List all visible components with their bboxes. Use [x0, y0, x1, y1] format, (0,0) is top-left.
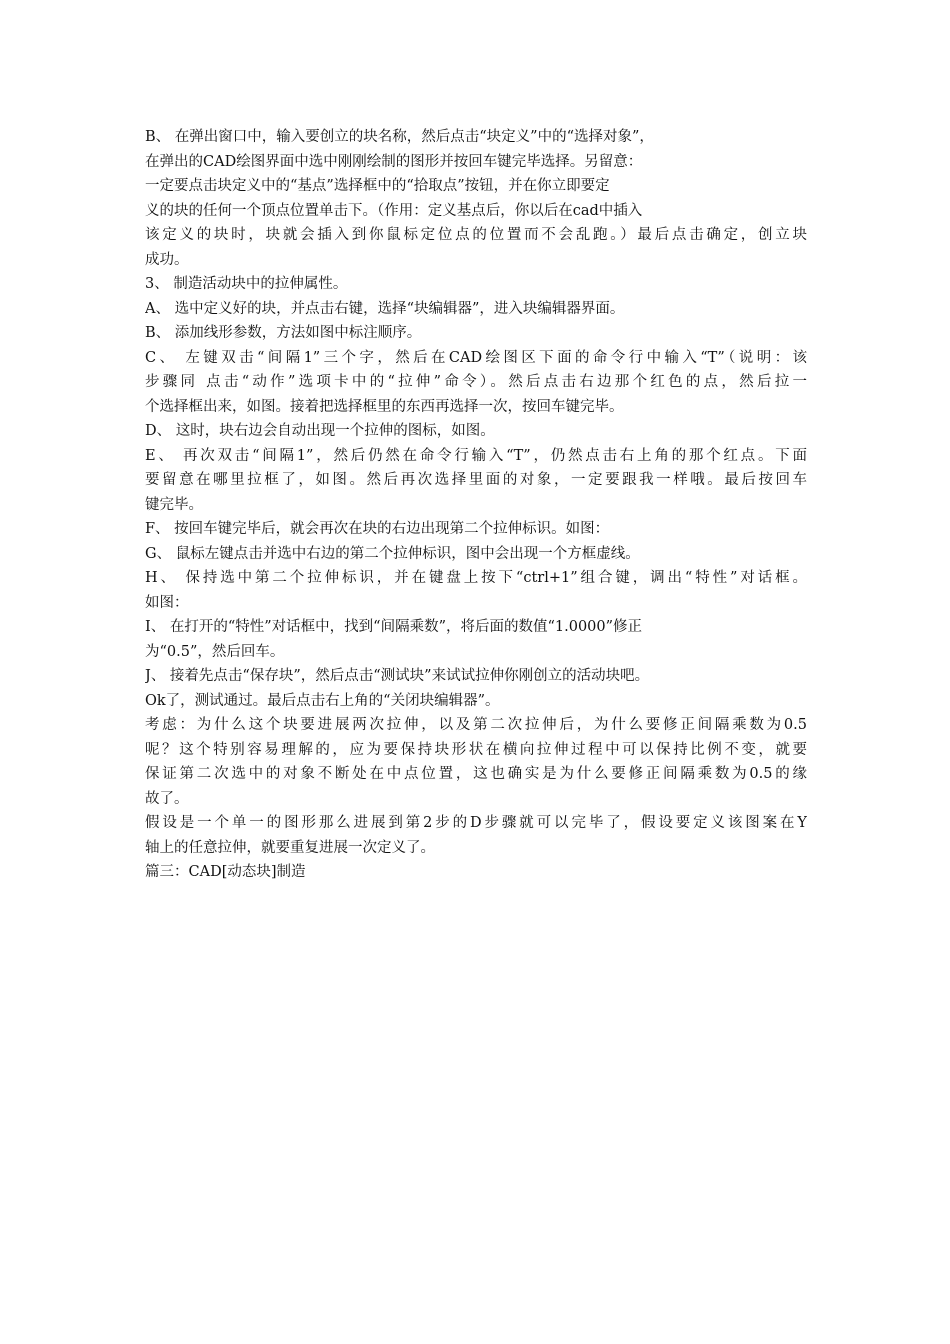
consider-line-2: 呢？这个特别容易理解的，应为要保持块形状在横向拉伸过程中可以保持比例不变，就要	[145, 741, 807, 758]
consider-line-4: 故了。	[145, 790, 189, 807]
text-line-4: 义的块的任何一个顶点位置单击下。（作用：定义基点后，你以后在cad中插入	[145, 202, 643, 219]
assume-line-1: 假设是一个单一的图形那么进展到第2步的D步骤就可以完毕了，假设要定义该图案在Y	[145, 815, 807, 831]
text-line-1: B、 在弹出窗口中，输入要创立的块名称，然后点击“块定义”中的“选择对象”，	[145, 129, 654, 145]
step-e-line-1: E、 再次双击“间隔1”，然后仍然在命令行输入“T”，仍然点击右上角的那个红点。下面	[145, 447, 807, 464]
step-d: D、 这时，块右边会自动出现一个拉伸的图标，如图。	[145, 423, 495, 439]
step-g: G、 鼠标左键点击并选中右边的第二个拉伸标识，图中会出现一个方框虚线。	[145, 545, 640, 562]
step-i-line-1: I、 在打开的“特性”对话框中，找到“间隔乘数”，将后面的数值“1.0000”修正	[145, 619, 643, 635]
consider-line-1: 考虑：为什么这个块要进展两次拉伸，以及第二次拉伸后，为什么要修正间隔乘数为0.5	[145, 717, 807, 733]
step-j: J、 接着先点击“保存块”，然后点击“测试块”来试试拉伸你刚创立的活动块吧。	[145, 668, 650, 684]
step-e-line-2: 要留意在哪里拉框了，如图。然后再次选择里面的对象，一定要跟我一样哦。最后按回车	[145, 472, 807, 488]
step-h-line-1: H、 保持选中第二个拉伸标识，并在键盘上按下“ctrl+1”组合键，调出“特性”对话框。	[145, 570, 807, 586]
text-line-2: 在弹出的CAD绘图界面中选中刚刚绘制的图形并按回车键完毕选择。另留意：	[145, 153, 643, 170]
step-c-line-1: C、 左键双击“间隔1”三个字，然后在CAD绘图区下面的命令行中输入“T”（说明：该	[145, 349, 807, 366]
step-c-line-2: 步骤同 点击“动作”选项卡中的“拉伸”命令）。然后点击右边那个红色的点，然后拉一	[145, 374, 807, 390]
step-h-line-2: 如图：	[145, 594, 189, 611]
step-c-line-3: 个选择框出来，如图。接着把选择框里的东西再选择一次，按回车键完毕。	[145, 398, 624, 415]
text-line-6: 成功。	[145, 251, 189, 268]
step-b: B、 添加线形参数，方法如图中标注顺序。	[145, 325, 422, 341]
test-passed-line: Ok了，测试通过。最后点击右上角的“关闭块编辑器”。	[145, 692, 500, 709]
step-i-line-2: 为“0.5”，然后回车。	[145, 643, 285, 660]
step-f: F、 按回车键完毕后，就会再次在块的右边出现第二个拉伸标识。如图：	[145, 521, 610, 537]
step-e-line-3: 键完毕。	[145, 496, 203, 513]
document-body	[145, 125, 807, 885]
consider-line-3: 保证第二次选中的对象不断处在中点位置，这也确实是为什么要修正间隔乘数为0.5的缘	[145, 766, 807, 782]
step-a: A、 选中定义好的块，并点击右键，选择“块编辑器”，进入块编辑器界面。	[145, 300, 625, 317]
chapter-heading-3: 篇三：CAD[动态块]制造	[145, 864, 306, 880]
text-line-3: 一定要点击块定义中的“基点”选择框中的“拾取点”按钮，并在你立即要定	[145, 178, 610, 194]
assume-line-2: 轴上的任意拉伸，就要重复进展一次定义了。	[145, 839, 435, 856]
text-line-5: 该定义的块时，块就会插入到你鼠标定位点的位置而不会乱跑。）最后点击确定，创立块	[145, 227, 807, 243]
section-heading-3: 3、 制造活动块中的拉伸属性。	[145, 276, 348, 292]
